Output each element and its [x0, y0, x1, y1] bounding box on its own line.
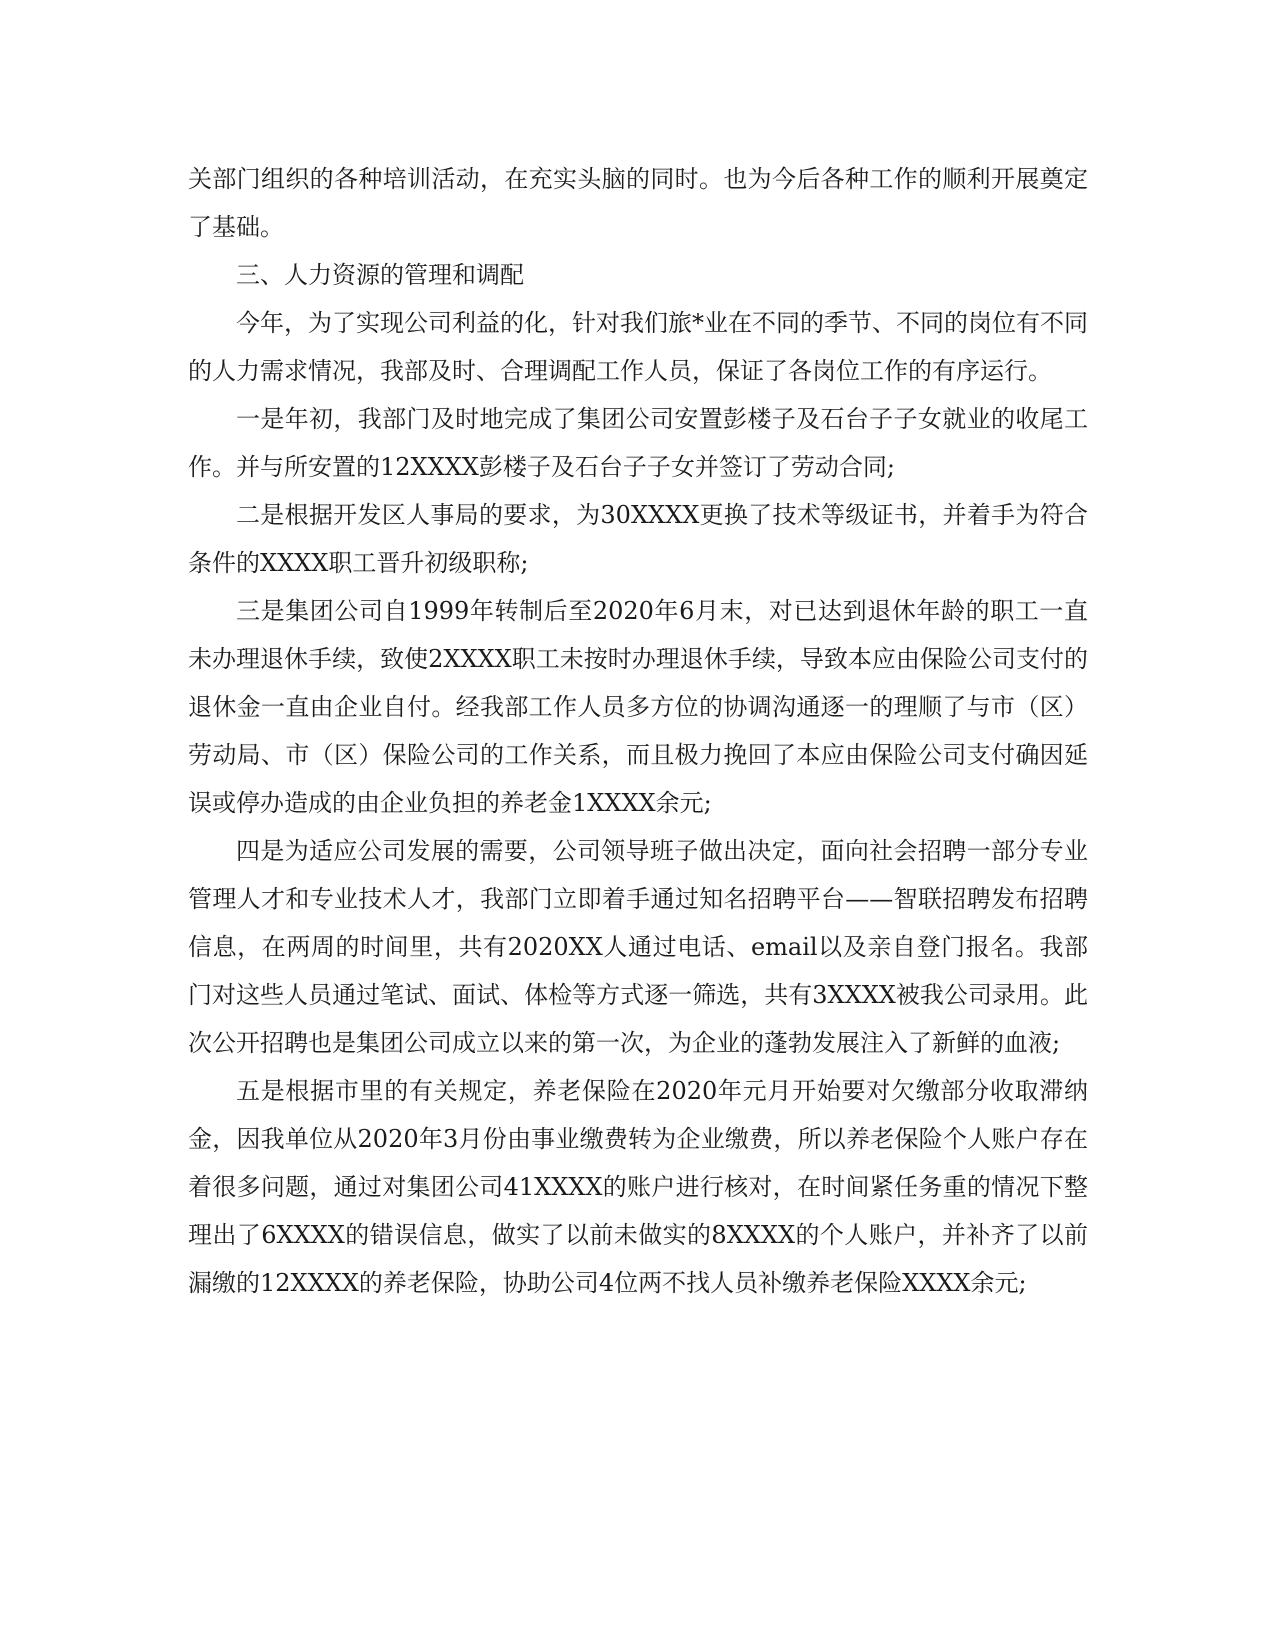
paragraph-item-3: 三是集团公司自1999年转制后至2020年6月末，对已达到退休年龄的职工一直未办理退休手续，致使2XXXX职工未按时办理退休手续，导致本应由保险公司支付的退休金一直由企业自付。经我部工作人员多方位的协调沟通逐一的理顺了与市（区）劳动局、市（区）保险公司的工作关系，而且极力挽回了本应由保险公司支付确因延误或停办造成的由企业负担的养老金1XXXX余元;: [188, 597, 1088, 817]
document-body: [188, 155, 1088, 1307]
paragraph-continued: 关部门组织的各种培训活动，在充实头脑的同时。也为今后各种工作的顺利开展奠定了基础。: [188, 165, 1088, 241]
paragraph-item-1: 一是年初，我部门及时地完成了集团公司安置彭楼子及石台子子女就业的收尾工作。并与所安置的12XXXX彭楼子及石台子子女并签订了劳动合同;: [188, 405, 1088, 481]
paragraph-intro: 今年，为了实现公司利益的化，针对我们旅*业在不同的季节、不同的岗位有不同的人力需求情况，我部及时、合理调配工作人员，保证了各岗位工作的有序运行。: [188, 309, 1088, 385]
paragraph-item-4: 四是为适应公司发展的需要，公司领导班子做出决定，面向社会招聘一部分专业管理人才和专业技术人才，我部门立即着手通过知名招聘平台——智联招聘发布招聘信息，在两周的时间里，共有2020XX人通过电话、email以及亲自登门报名。我部门对这些人员通过笔试、面试、体检等方式逐一筛选，共有3XXXX被我公司录用。此次公开招聘也是集团公司成立以来的第一次，为企业的蓬勃发展注入了新鲜的血液;: [188, 837, 1088, 1057]
paragraph-item-2: 二是根据开发区人事局的要求，为30XXXX更换了技术等级证书，并着手为符合条件的XXXX职工晋升初级职称;: [188, 501, 1088, 577]
paragraph-item-5: 五是根据市里的有关规定，养老保险在2020年元月开始要对欠缴部分收取滞纳金，因我单位从2020年3月份由事业缴费转为企业缴费，所以养老保险个人账户存在着很多问题，通过对集团公司41XXXX的账户进行核对，在时间紧任务重的情况下整理出了6XXXX的错误信息，做实了以前未做实的8XXXX的个人账户，并补齐了以前漏缴的12XXXX的养老保险，协助公司4位两不找人员补缴养老保险XXXX余元;: [188, 1077, 1088, 1297]
section-heading: 三、人力资源的管理和调配: [236, 261, 524, 289]
